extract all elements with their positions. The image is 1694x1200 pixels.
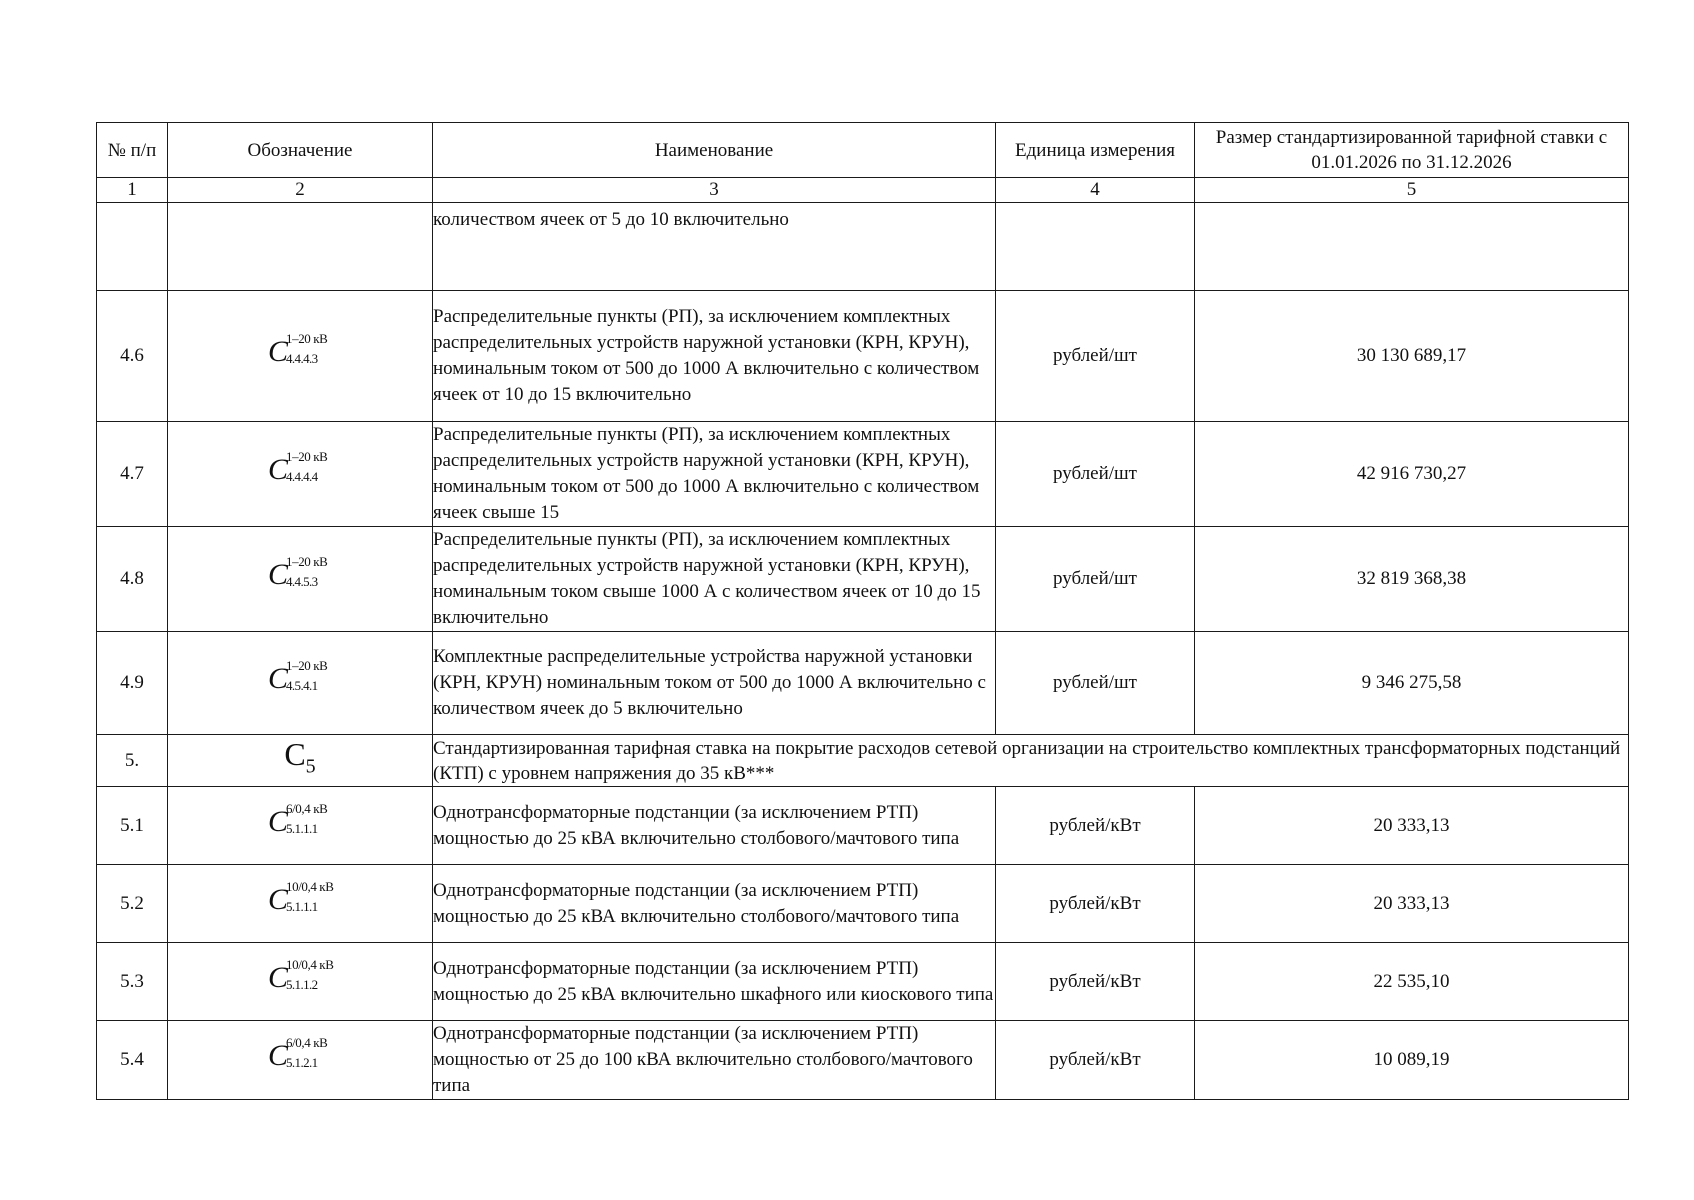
row-value: 30 130 689,17 xyxy=(1195,291,1629,422)
row-no: 4.8 xyxy=(97,527,168,632)
row-no: 4.9 xyxy=(97,632,168,735)
row-name: количеством ячеек от 5 до 10 включительно xyxy=(433,203,996,291)
row-unit: рублей/шт xyxy=(996,527,1195,632)
column-index: 2 xyxy=(168,178,433,203)
symbol-base: C xyxy=(268,662,289,695)
symbol-base: C xyxy=(268,1039,289,1072)
symbol-base: C xyxy=(268,335,289,368)
symbol-index: 5.1.1.1 xyxy=(286,820,318,836)
row-code xyxy=(168,422,433,527)
tariff-symbol xyxy=(262,880,338,920)
header-no: № п/п xyxy=(97,123,168,178)
symbol-base: C xyxy=(268,882,289,916)
row-unit: рублей/кВт xyxy=(996,943,1195,1021)
tariff-symbol xyxy=(262,958,338,998)
section-no: 5. xyxy=(97,735,168,787)
symbol-voltage: 1–20 кВ xyxy=(286,554,328,569)
row-name: Распределительные пункты (РП), за исключением комплектных распределительных устройств наружной установки (КРН, КРУН), номинальным током свыше 1000 А с количеством ячеек от 10 до 15 включительно xyxy=(433,527,996,632)
row-code xyxy=(168,943,433,1021)
row-unit: рублей/кВт xyxy=(996,787,1195,865)
tariff-symbol xyxy=(262,802,338,842)
symbol-index: 4.4.5.3 xyxy=(286,574,318,589)
row-value: 20 333,13 xyxy=(1195,787,1629,865)
section-symbol xyxy=(284,736,316,778)
column-index: 5 xyxy=(1195,178,1629,203)
symbol-voltage: 1–20 кВ xyxy=(286,331,328,346)
section-row xyxy=(97,735,1629,787)
column-index: 1 xyxy=(97,178,168,203)
row-name: Однотрансформаторные подстанции (за исключением РТП) мощностью от 25 до 100 кВА включительно столбового/мачтового типа xyxy=(433,1021,996,1100)
row-code xyxy=(168,527,433,632)
table-row xyxy=(97,1021,1629,1100)
symbol-voltage: 6/0,4 кВ xyxy=(286,800,328,816)
tariff-symbol xyxy=(262,450,338,490)
header-value: Размер стандартизированной тарифной ставки с 01.01.2026 по 31.12.2026 xyxy=(1195,123,1629,178)
row-code xyxy=(168,203,433,291)
row-value: 9 346 275,58 xyxy=(1195,632,1629,735)
column-index-row xyxy=(97,178,1629,203)
section-code xyxy=(168,735,433,787)
row-no: 4.7 xyxy=(97,422,168,527)
row-unit: рублей/кВт xyxy=(996,1021,1195,1100)
column-index: 4 xyxy=(996,178,1195,203)
symbol-base: C xyxy=(284,736,306,773)
table-row xyxy=(97,422,1629,527)
symbol-voltage: 1–20 кВ xyxy=(286,658,328,673)
symbol-base: C xyxy=(268,558,289,591)
row-code xyxy=(168,1021,433,1100)
symbol-base: C xyxy=(268,453,289,486)
row-value: 20 333,13 xyxy=(1195,865,1629,943)
header-row xyxy=(97,123,1629,178)
row-no: 5.1 xyxy=(97,787,168,865)
row-name: Однотрансформаторные подстанции (за исключением РТП) мощностью до 25 кВА включительно шкафного или киоскового типа xyxy=(433,943,996,1021)
tariff-symbol xyxy=(262,555,338,595)
header-unit: Единица измерения xyxy=(996,123,1195,178)
table-row xyxy=(97,632,1629,735)
row-unit: рублей/шт xyxy=(996,632,1195,735)
row-value: 42 916 730,27 xyxy=(1195,422,1629,527)
table-row xyxy=(97,203,1629,291)
symbol-index: 5 xyxy=(305,755,316,778)
table-row xyxy=(97,527,1629,632)
symbol-index: 5.1.1.2 xyxy=(286,976,318,992)
symbol-base: C xyxy=(268,804,289,838)
symbol-index: 5.1.2.1 xyxy=(286,1055,318,1070)
symbol-voltage: 1–20 кВ xyxy=(286,449,328,464)
row-name: Распределительные пункты (РП), за исключением комплектных распределительных устройств наружной установки (КРН, КРУН), номинальным током от 500 до 1000 А включительно с количеством ячеек свыше 15 xyxy=(433,422,996,527)
tariff-symbol xyxy=(262,1036,338,1076)
symbol-index: 4.4.4.3 xyxy=(286,351,318,366)
row-code xyxy=(168,865,433,943)
symbol-index: 4.4.4.4 xyxy=(286,469,318,484)
table-row xyxy=(97,943,1629,1021)
table-row xyxy=(97,865,1629,943)
row-name: Однотрансформаторные подстанции (за исключением РТП) мощностью до 25 кВА включительно столбового/мачтового типа xyxy=(433,865,996,943)
row-unit xyxy=(996,203,1195,291)
tariff-table xyxy=(96,122,1629,1100)
row-code xyxy=(168,632,433,735)
symbol-base: C xyxy=(268,960,289,994)
row-no: 4.6 xyxy=(97,291,168,422)
row-name: Комплектные распределительные устройства наружной установки (КРН, КРУН) номинальным током от 500 до 1000 А включительно с количеством ячеек до 5 включительно xyxy=(433,632,996,735)
row-name: Распределительные пункты (РП), за исключением комплектных распределительных устройств наружной установки (КРН, КРУН), номинальным током от 500 до 1000 А включительно с количеством ячеек от 10 до 15 включительно xyxy=(433,291,996,422)
symbol-voltage: 10/0,4 кВ xyxy=(286,956,334,972)
symbol-index: 4.5.4.1 xyxy=(286,678,318,693)
section-name: Стандартизированная тарифная ставка на покрытие расходов сетевой организации на строительство комплектных трансформаторных подстанций (КТП) с уровнем напряжения до 35 кВ*** xyxy=(433,735,1629,787)
row-value: 10 089,19 xyxy=(1195,1021,1629,1100)
row-no xyxy=(97,203,168,291)
row-no: 5.2 xyxy=(97,865,168,943)
row-no: 5.3 xyxy=(97,943,168,1021)
row-unit: рублей/шт xyxy=(996,422,1195,527)
row-unit: рублей/шт xyxy=(996,291,1195,422)
tariff-symbol xyxy=(262,659,338,699)
row-no: 5.4 xyxy=(97,1021,168,1100)
row-code xyxy=(168,291,433,422)
row-code xyxy=(168,787,433,865)
header-name: Наименование xyxy=(433,123,996,178)
symbol-voltage: 10/0,4 кВ xyxy=(286,878,334,894)
symbol-voltage: 6/0,4 кВ xyxy=(286,1035,328,1050)
tariff-symbol xyxy=(262,332,338,372)
table-row xyxy=(97,291,1629,422)
row-value: 22 535,10 xyxy=(1195,943,1629,1021)
row-value xyxy=(1195,203,1629,291)
row-unit: рублей/кВт xyxy=(996,865,1195,943)
row-value: 32 819 368,38 xyxy=(1195,527,1629,632)
table-row xyxy=(97,787,1629,865)
header-code: Обозначение xyxy=(168,123,433,178)
symbol-index: 5.1.1.1 xyxy=(286,898,318,914)
row-name: Однотрансформаторные подстанции (за исключением РТП) мощностью до 25 кВА включительно столбового/мачтового типа xyxy=(433,787,996,865)
column-index: 3 xyxy=(433,178,996,203)
